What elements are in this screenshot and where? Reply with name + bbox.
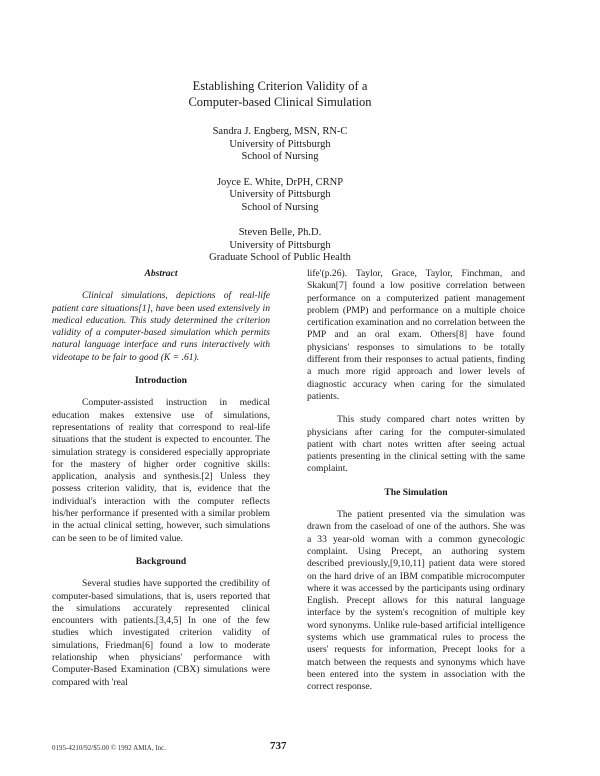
- author-department: School of Nursing: [241, 151, 319, 162]
- background-continuation-text: life'(p.26). Taylor, Grace, Taylor, Finchman, and Skakun[7] found a low positive correlation between performance on a computerized patient management problem (PMP) and performance on a multiple choice certification examination and no correlation between the PMP and an oral exam. Others[8] have found physicians' responses to simulations to be totally different from their responses to actual patients, finding a much more rigid approach and lower levels of diagnostic accuracy when caring for the simulated patients.: [307, 268, 525, 402]
- author-block: [0, 126, 560, 164]
- author-name: Joyce E. White, DrPH, CRNP: [216, 176, 344, 188]
- author-affiliation: University of Pittsburgh: [229, 138, 331, 150]
- left-column: [52, 268, 270, 700]
- study-description-text: This study compared chart notes written by physicians after caring for the computer-simulated patient with chart notes written after seeing actual patients presenting in the clinical setting with the same complaint.: [307, 414, 525, 475]
- author-department: Graduate School of Public Health: [209, 252, 351, 263]
- background-text: Several studies have supported the credibility of computer-based simulations, that is, users reported that the simulations accurately represented clinical encounters with patients.[3,4,5] In one of the few studies which investigated criterion validity of simulations, Friedman[6] found a low to moderate relationship when physicians' performance with Computer-Based Examination (CBX) simulations were compared with 'real: [52, 578, 270, 688]
- author-affiliation: University of Pittsburgh: [229, 189, 331, 200]
- author-department: School of Nursing: [241, 201, 319, 213]
- author-block: [0, 227, 560, 265]
- paper-title-line-2: Computer-based Clinical Simulation: [188, 95, 372, 109]
- author-list: [0, 126, 560, 278]
- simulation-text: The patient presented via the simulation was drawn from the caseload of one of the authors. She was a 33 year-old woman with a common gynecologic complaint. Using Precept, an authoring system described previously,[9,10,11] patient data were stored on the hard drive of an IBM compatible microcomputer where it was accessed by the participants using ordinary English. Precept allows for this natural language interface by the system's recognition of multiple key word synonyms. Unlike rule-based artificial intelligence systems which use grammatical rules to process the users' requests for information, Precept looks for a match between the requests and synonyms which have been entered into the system in association with the correct response.: [307, 509, 525, 693]
- author-affiliation: University of Pittsburgh: [229, 239, 331, 251]
- author-name: Steven Belle, Ph.D.: [238, 227, 322, 238]
- page-number: 737: [270, 740, 287, 752]
- introduction-heading: Introduction: [134, 375, 188, 387]
- author-block: [0, 177, 560, 215]
- simulation-heading: The Simulation: [384, 486, 448, 498]
- abstract-heading: Abstract: [144, 268, 178, 279]
- paper-title-line-1: Establishing Criterion Validity of a: [192, 79, 368, 93]
- author-name: Sandra J. Engberg, MSN, RN-C: [212, 126, 348, 137]
- background-heading: Background: [135, 555, 187, 567]
- copyright-code: 0195-4210/92/$5.00 © 1992 AMIA, Inc.: [52, 744, 167, 752]
- introduction-text: Computer-assisted instruction in medical education makes extensive use of simulations, representations of reality that correspond to real-life situations that the student is expected to encounter. The simulation strategy is considered especially appropriate for the mastery of higher order cognitive skills: application, analysis and synthesis.[2] Unless they possess criterion validity, that is, evidence that the individual's interaction with the computer reflects his/her performance if presented with a similar problem in the actual clinical setting, however, such simulations can be seen to be of limited value.: [52, 397, 270, 544]
- abstract-text: Clinical simulations, depictions of real-life patient care situations[1], have been used extensively in medical education. This study determined the criterion validity of a computer-based simulation which permits natural language interface and runs interactively with videotape to be fair to good (K = .61).: [52, 290, 270, 363]
- title-block: [0, 78, 560, 110]
- right-column: [307, 268, 525, 705]
